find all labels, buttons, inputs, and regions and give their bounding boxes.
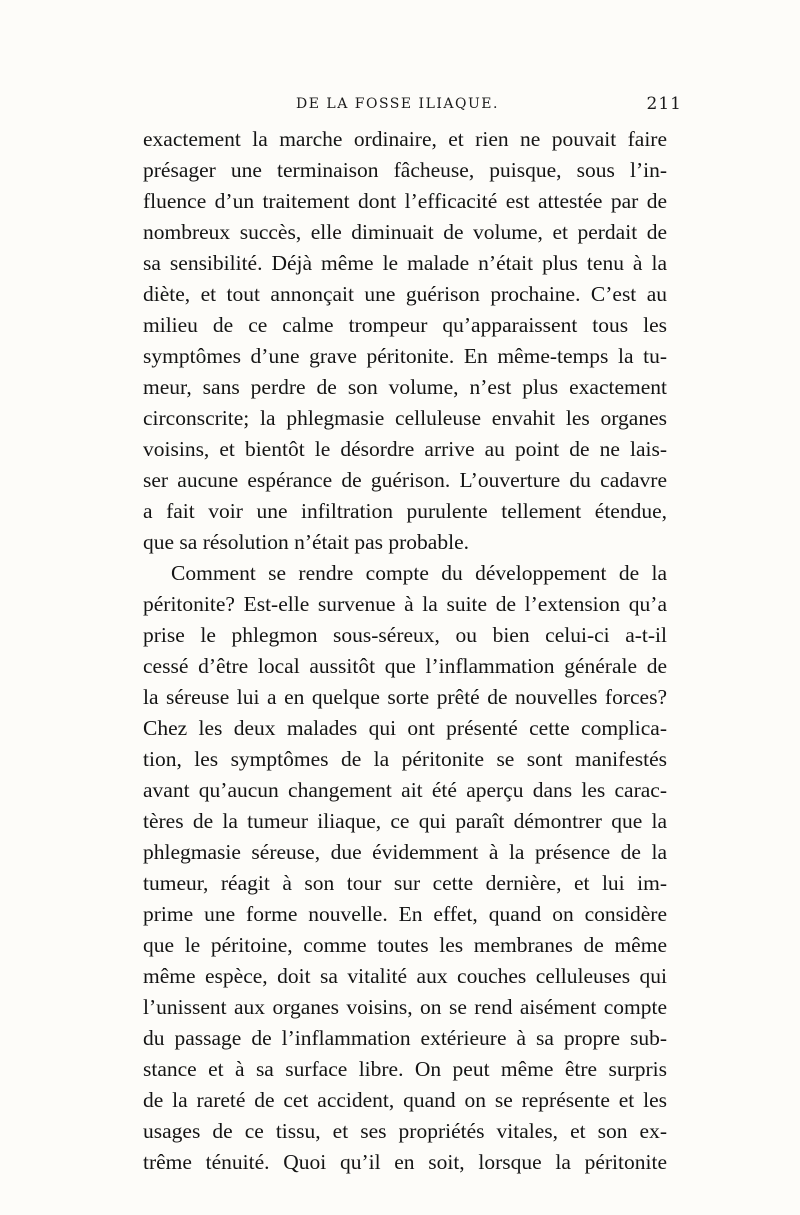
text-line: phlegmasie séreuse, due évidemment à la présence de la bbox=[143, 840, 667, 864]
paragraph-start-line: Comment se rendre compte du développement de la bbox=[171, 561, 667, 585]
text-line: voisins, et bientôt le désordre arrive au point de ne lais- bbox=[143, 437, 667, 461]
page-number: 211 bbox=[646, 94, 682, 114]
text-line: tumeur, réagit à son tour sur cette dernière, et lui im- bbox=[143, 871, 667, 895]
text-line: Chez les deux malades qui ont présenté cette complica- bbox=[143, 716, 667, 740]
text-line: de la rareté de cet accident, quand on se représente et les bbox=[143, 1088, 667, 1112]
text-line: diète, et tout annonçait une guérison prochaine. C’est au bbox=[143, 282, 667, 306]
text-line: prime une forme nouvelle. En effet, quand on considère bbox=[143, 902, 667, 926]
text-line: tion, les symptômes de la péritonite se sont manifestés bbox=[143, 747, 667, 771]
text-line: du passage de l’inflammation extérieure à sa propre sub- bbox=[143, 1026, 667, 1050]
running-title: DE LA FOSSE ILIAQUE. bbox=[296, 96, 499, 112]
text-line: l’unissent aux organes voisins, on se rend aisément compte bbox=[143, 995, 667, 1019]
text-line: meur, sans perdre de son volume, n’est plus exactement bbox=[143, 375, 667, 399]
text-line: symptômes d’une grave péritonite. En même-temps la tu- bbox=[143, 344, 667, 368]
text-line: sa sensibilité. Déjà même le malade n’était plus tenu à la bbox=[143, 251, 667, 275]
paragraph-end-line: que sa résolution n’était pas probable. bbox=[143, 530, 469, 554]
text-line: cessé d’être local aussitôt que l’inflammation générale de bbox=[143, 654, 667, 678]
text-line: trême ténuité. Quoi qu’il en soit, lorsque la péritonite bbox=[143, 1150, 667, 1174]
text-line: péritonite? Est-elle survenue à la suite de l’extension qu’a bbox=[143, 592, 667, 616]
text-line: milieu de ce calme trompeur qu’apparaissent tous les bbox=[143, 313, 667, 337]
text-line: avant qu’aucun changement ait été aperçu dans les carac- bbox=[143, 778, 667, 802]
text-line: ser aucune espérance de guérison. L’ouverture du cadavre bbox=[143, 468, 667, 492]
text-line: usages de ce tissu, et ses propriétés vitales, et son ex- bbox=[143, 1119, 667, 1143]
text-line: la séreuse lui a en quelque sorte prêté de nouvelles forces? bbox=[143, 685, 667, 709]
text-line: a fait voir une infiltration purulente tellement étendue, bbox=[143, 499, 667, 523]
text-line: même espèce, doit sa vitalité aux couches celluleuses qui bbox=[143, 964, 667, 988]
text-line: tères de la tumeur iliaque, ce qui paraît démontrer que la bbox=[143, 809, 667, 833]
running-head bbox=[142, 92, 682, 122]
body-text bbox=[143, 124, 667, 1178]
text-line: exactement la marche ordinaire, et rien ne pouvait faire bbox=[143, 127, 667, 151]
text-line: circonscrite; la phlegmasie celluleuse envahit les organes bbox=[143, 406, 667, 430]
text-line: présager une terminaison fâcheuse, puisque, sous l’in- bbox=[143, 158, 667, 182]
text-line: prise le phlegmon sous-séreux, ou bien celui-ci a-t-il bbox=[143, 623, 667, 647]
text-line: fluence d’un traitement dont l’efficacité est attestée par de bbox=[143, 189, 667, 213]
text-line: stance et à sa surface libre. On peut même être surpris bbox=[143, 1057, 667, 1081]
text-line: que le péritoine, comme toutes les membranes de même bbox=[143, 933, 667, 957]
text-line: nombreux succès, elle diminuait de volume, et perdait de bbox=[143, 220, 667, 244]
